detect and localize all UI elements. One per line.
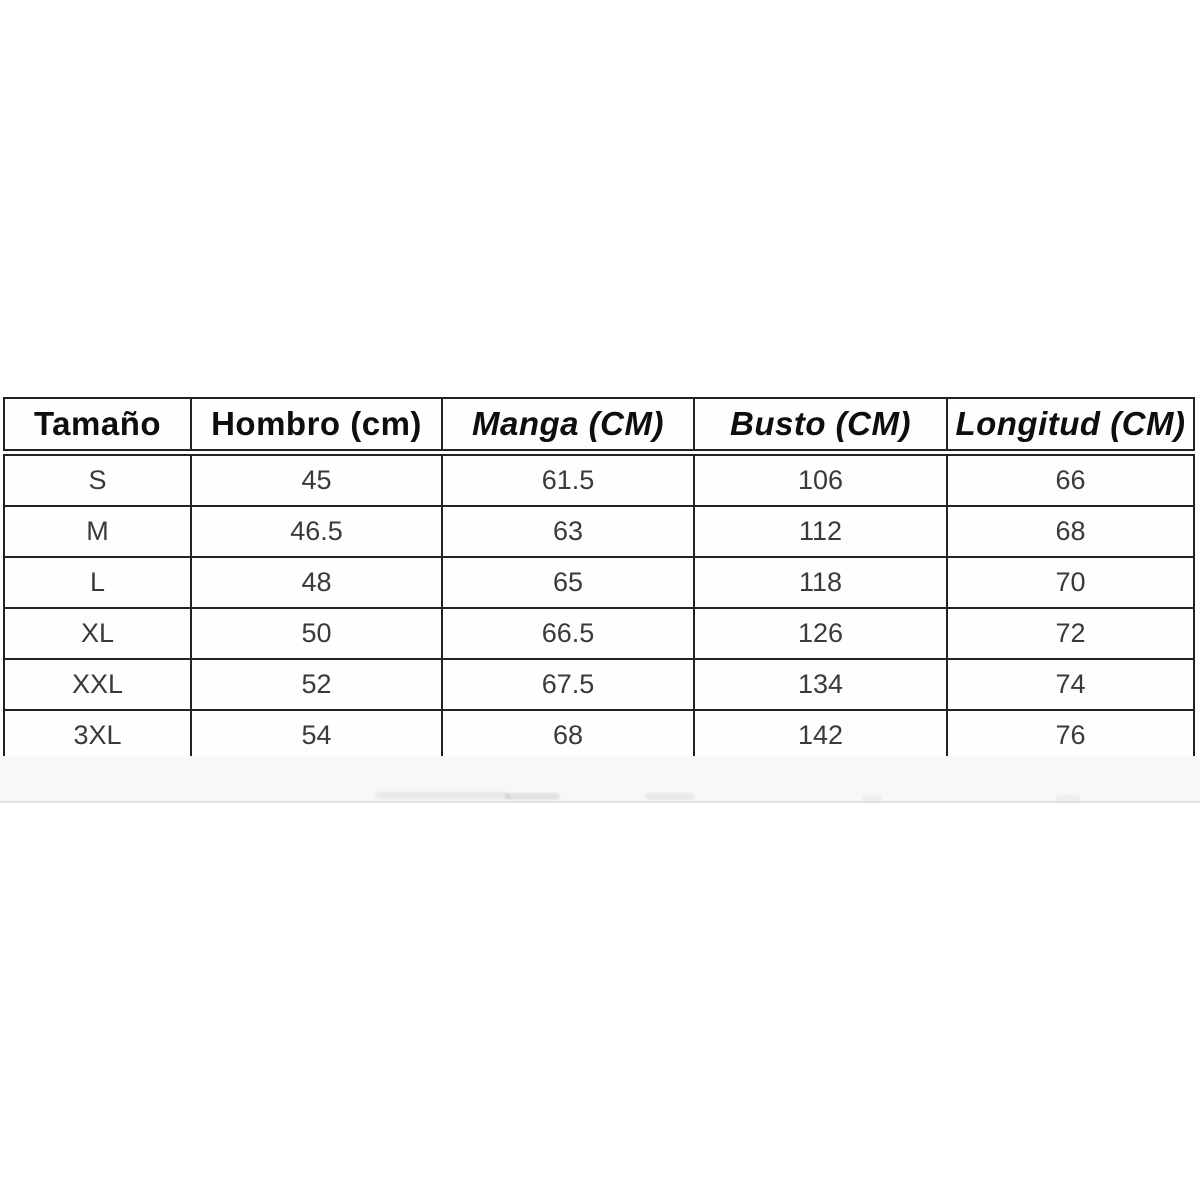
table-row	[4, 659, 1194, 710]
table-cell: 76	[947, 710, 1194, 761]
table-cell: 61.5	[442, 453, 694, 507]
table-cell: 142	[694, 710, 947, 761]
table-cell: 106	[694, 453, 947, 507]
size-cell: L	[4, 557, 191, 608]
table-row	[4, 608, 1194, 659]
artifact-smudge	[505, 793, 560, 800]
table-cell: 65	[442, 557, 694, 608]
table-cell: 72	[947, 608, 1194, 659]
table-cell: 63	[442, 506, 694, 557]
table-cell: 118	[694, 557, 947, 608]
table-cell: 112	[694, 506, 947, 557]
table-row	[4, 506, 1194, 557]
artifact-smudge	[645, 793, 695, 800]
size-cell: XXL	[4, 659, 191, 710]
table-cell: 68	[947, 506, 1194, 557]
size-cell: 3XL	[4, 710, 191, 761]
header-row	[4, 398, 1194, 453]
table-cell: 48	[191, 557, 442, 608]
header-bust: Busto (CM)	[694, 398, 947, 453]
table-cell: 66.5	[442, 608, 694, 659]
table-cell: 52	[191, 659, 442, 710]
table-shadow-strip	[0, 756, 1200, 803]
artifact-smudge	[862, 795, 882, 802]
artifact-smudge	[375, 792, 510, 799]
table-cell: 50	[191, 608, 442, 659]
table-cell: 45	[191, 453, 442, 507]
table-cell: 134	[694, 659, 947, 710]
table-cell: 66	[947, 453, 1194, 507]
table-row	[4, 557, 1194, 608]
size-cell: M	[4, 506, 191, 557]
artifact-smudge	[1056, 795, 1080, 802]
header-size: Tamaño	[4, 398, 191, 453]
table-cell: 54	[191, 710, 442, 761]
table-cell: 46.5	[191, 506, 442, 557]
header-length: Longitud (CM)	[947, 398, 1194, 453]
table-cell: 74	[947, 659, 1194, 710]
table-cell: 70	[947, 557, 1194, 608]
size-cell: XL	[4, 608, 191, 659]
table-row	[4, 453, 1194, 507]
table-cell: 67.5	[442, 659, 694, 710]
size-chart-table	[3, 397, 1195, 762]
table-row	[4, 710, 1194, 761]
table-cell: 126	[694, 608, 947, 659]
header-sleeve: Manga (CM)	[442, 398, 694, 453]
table-cell: 68	[442, 710, 694, 761]
size-cell: S	[4, 453, 191, 507]
header-shoulder: Hombro (cm)	[191, 398, 442, 453]
